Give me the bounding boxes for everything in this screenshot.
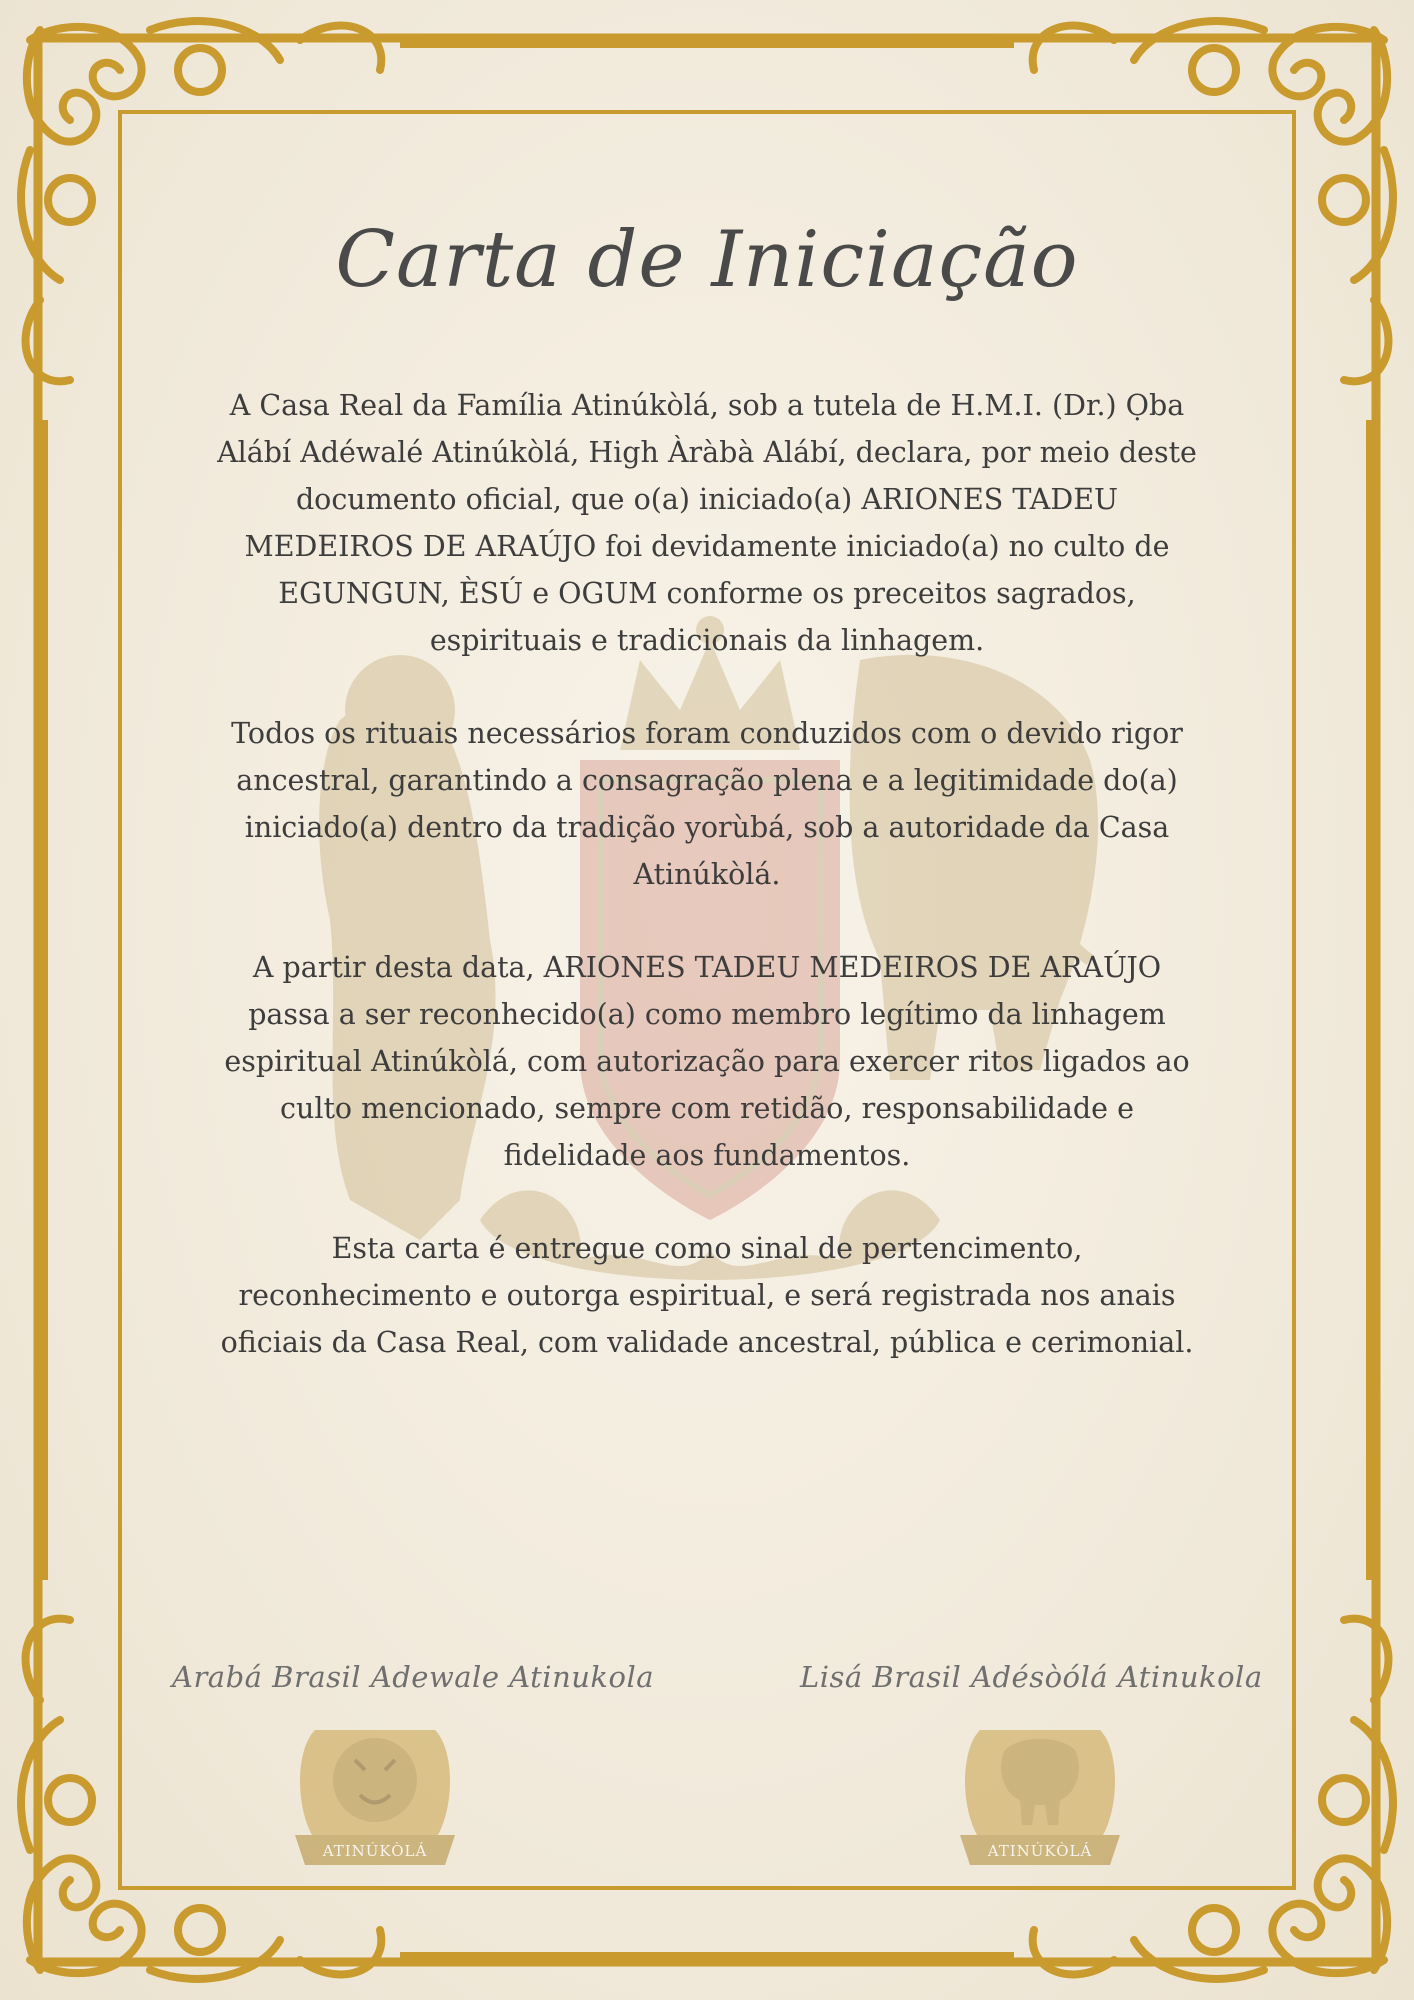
signature-left: Arabá Brasil Adewale Atinukola bbox=[172, 1660, 655, 1694]
paragraph-recognition: A partir desta data, ARIONES TADEU MEDEIROS DE ARAÚJO passa a ser reconhecido(a) como membro legítimo da linhagem espiritual Atinúkòlá, com autorização para exercer ritos ligados ao culto mencionado, sempre com retidão, responsabilidade e fidelidade aos fundamentos. bbox=[224, 951, 1190, 1172]
elephant-seal-icon bbox=[950, 1710, 1130, 1880]
signature-right: Lisá Brasil Adésòólá Atinukola bbox=[800, 1660, 1263, 1694]
document-body bbox=[215, 382, 1199, 1412]
paragraph-rituals: Todos os rituais necessários foram conduzidos com o devido rigor ancestral, garantindo a consagração plena e a legitimidade do(a) iniciado(a) dentro da tradição yorùbá, sob a autoridade da Casa Atinúkòlá. bbox=[231, 717, 1183, 891]
document-title: Carta de Iniciação bbox=[335, 215, 1079, 305]
paragraph-declaration: A Casa Real da Família Atinúkòlá, sob a tutela de H.M.I. (Dr.) Ọba Alábí Adéwalé Atinúkòlá, High Àràbà Alábí, declara, por meio deste documento oficial, que o(a) iniciado(a) ARIONES TADEU MEDEIROS DE ARAÚJO foi devidamente iniciado(a) no culto de EGUNGUN, ÈSÚ e OGUM conforme os preceitos sagrados, espirituais e tradicionais da linhagem. bbox=[217, 389, 1197, 657]
seal-left-text: ATINÚKÒLÁ bbox=[322, 1842, 428, 1860]
tiger-seal-icon bbox=[285, 1710, 465, 1880]
paragraph-registration: Esta carta é entregue como sinal de pertencimento, reconhecimento e outorga espiritual, e será registrada nos anais oficiais da Casa Real, com validade ancestral, pública e cerimonial. bbox=[220, 1232, 1194, 1359]
seal-right-text: ATINÚKÒLÁ bbox=[987, 1842, 1093, 1860]
